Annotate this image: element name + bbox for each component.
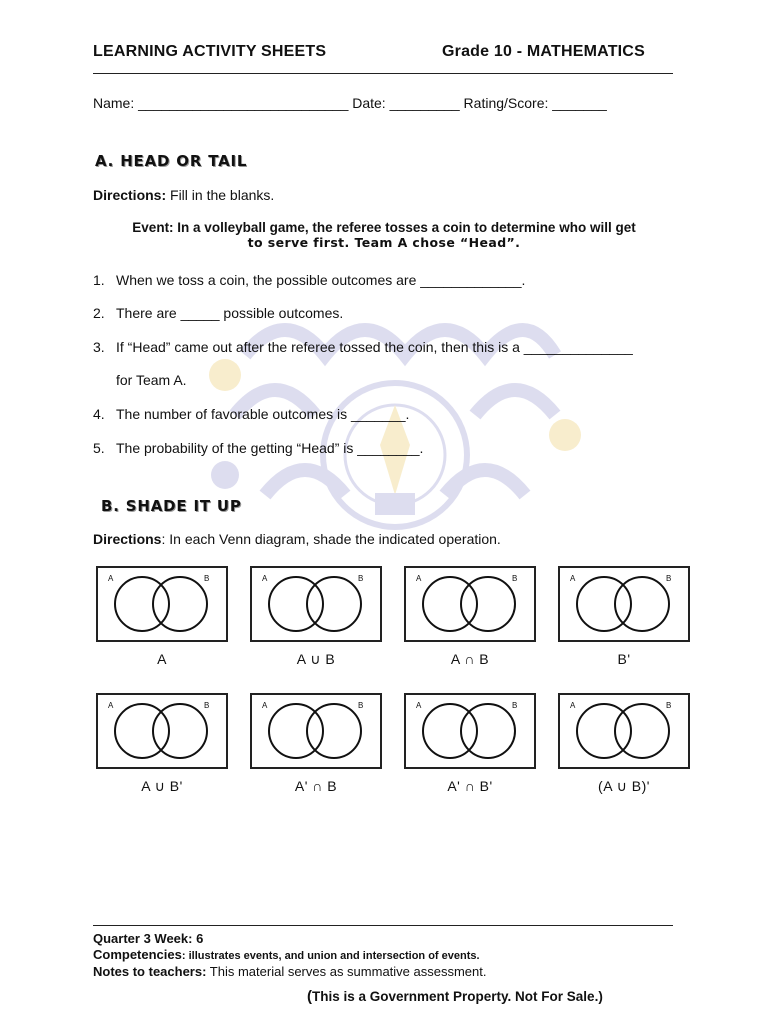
venn-label: A ∪ B' (141, 778, 183, 794)
venn-circles (560, 695, 688, 767)
set-label-a: A (416, 701, 422, 710)
set-label-a: A (570, 701, 576, 710)
set-label-b: B (666, 701, 672, 710)
question-number: 5. (93, 440, 105, 456)
set-label-a: A (108, 574, 114, 583)
circle-b (615, 577, 669, 631)
set-label-a: A (262, 574, 268, 583)
question-number: 3. (93, 339, 105, 355)
header-rule (93, 73, 673, 74)
section-a-directions (93, 187, 274, 203)
venn-diagram-a-union-b-complement[interactable] (96, 693, 228, 769)
set-label-a: A (262, 701, 268, 710)
set-label-b: B (512, 701, 518, 710)
directions-label: Directions (93, 531, 162, 547)
venn-diagram-union-complement[interactable] (558, 693, 690, 769)
section-b-directions (93, 531, 501, 547)
quarter-week: Quarter 3 Week: 6 (93, 931, 204, 946)
question-text: When we toss a coin, the possible outcomes are _____________. (116, 272, 526, 288)
question-number: 2. (93, 305, 105, 321)
notes-label: Notes to teachers: (93, 964, 207, 979)
set-label-b: B (666, 574, 672, 583)
circle-b (615, 704, 669, 758)
venn-circles (406, 568, 534, 640)
venn-diagram-a-intersect-b[interactable] (404, 566, 536, 642)
venn-diagram-b-complement[interactable] (558, 566, 690, 642)
circle-b (153, 704, 207, 758)
venn-label: A ∪ B (296, 651, 336, 667)
disclaimer-paren: ( (307, 988, 312, 1005)
circle-b (461, 704, 515, 758)
question-text: There are _____ possible outcomes. (116, 305, 344, 321)
venn-circles (406, 695, 534, 767)
competencies-label: Competencies (93, 947, 182, 962)
question-5 (93, 440, 423, 456)
venn-diagram-a-complement-intersect-b-complement[interactable] (404, 693, 536, 769)
set-label-a: A (416, 574, 422, 583)
question-number: 4. (93, 406, 105, 422)
venn-circles (98, 695, 226, 767)
circle-b (461, 577, 515, 631)
competencies (93, 947, 480, 962)
directions-text: : In each Venn diagram, shade the indicated operation. (161, 531, 501, 547)
venn-circles (560, 568, 688, 640)
question-number: 1. (93, 272, 105, 288)
question-3-continued (93, 372, 187, 388)
venn-circles (252, 568, 380, 640)
set-label-b: B (358, 574, 364, 583)
venn-diagram-a[interactable] (96, 566, 228, 642)
notes-to-teachers (93, 964, 487, 979)
circle-b (307, 704, 361, 758)
section-a-title: A. HEAD OR TAIL (95, 152, 248, 170)
set-label-b: B (512, 574, 518, 583)
question-4 (93, 406, 409, 422)
venn-circles (252, 695, 380, 767)
venn-label: B' (617, 651, 631, 667)
venn-label: A' ∩ B' (447, 778, 493, 794)
circle-b (153, 577, 207, 631)
set-label-a: A (108, 701, 114, 710)
event-line-1: Event: In a volleyball game, the referee tosses a coin to determine who will get (132, 220, 636, 235)
competencies-text: : illustrates events, and union and intersection of events. (181, 950, 480, 962)
set-label-b: B (204, 701, 210, 710)
question-3 (93, 339, 633, 355)
event-description (93, 220, 675, 250)
set-label-b: B (358, 701, 364, 710)
venn-circles (98, 568, 226, 640)
question-text: The number of favorable outcomes is _______. (116, 406, 410, 422)
circle-b (307, 577, 361, 631)
question-text: for Team A. (116, 372, 187, 388)
venn-label: A' ∩ B (294, 778, 338, 794)
set-label-a: A (570, 574, 576, 583)
set-label-b: B (204, 574, 210, 583)
venn-label: A (157, 651, 167, 667)
venn-label: (A ∪ B)' (598, 778, 650, 794)
disclaimer (307, 988, 603, 1005)
question-1 (93, 272, 525, 288)
question-text: The probability of the getting “Head” is ________. (116, 440, 424, 456)
notes-text: This material serves as summative assessment. (206, 964, 487, 979)
grade-subject: Grade 10 - MATHEMATICS (442, 43, 645, 60)
venn-diagram-a-union-b[interactable] (250, 566, 382, 642)
venn-diagram-a-complement-intersect-b[interactable] (250, 693, 382, 769)
info-line: Name: ___________________________ Date: _________ Rating/Score: _______ (93, 95, 607, 111)
footer-rule (93, 925, 673, 926)
directions-label: Directions: (93, 187, 167, 203)
venn-label: A ∩ B (450, 651, 490, 667)
question-text: If “Head” came out after the referee tossed the coin, then this is a ______________ (116, 339, 633, 355)
directions-text: Fill in the blanks. (166, 187, 275, 203)
question-2 (93, 305, 343, 321)
sheet-title: LEARNING ACTIVITY SHEETS (93, 43, 327, 60)
section-b-title: B. SHADE IT UP (101, 497, 242, 515)
event-line-2: to serve first. Team A chose “Head”. (247, 235, 521, 250)
disclaimer-text: This is a Government Property. Not For Sale.) (312, 989, 603, 1004)
